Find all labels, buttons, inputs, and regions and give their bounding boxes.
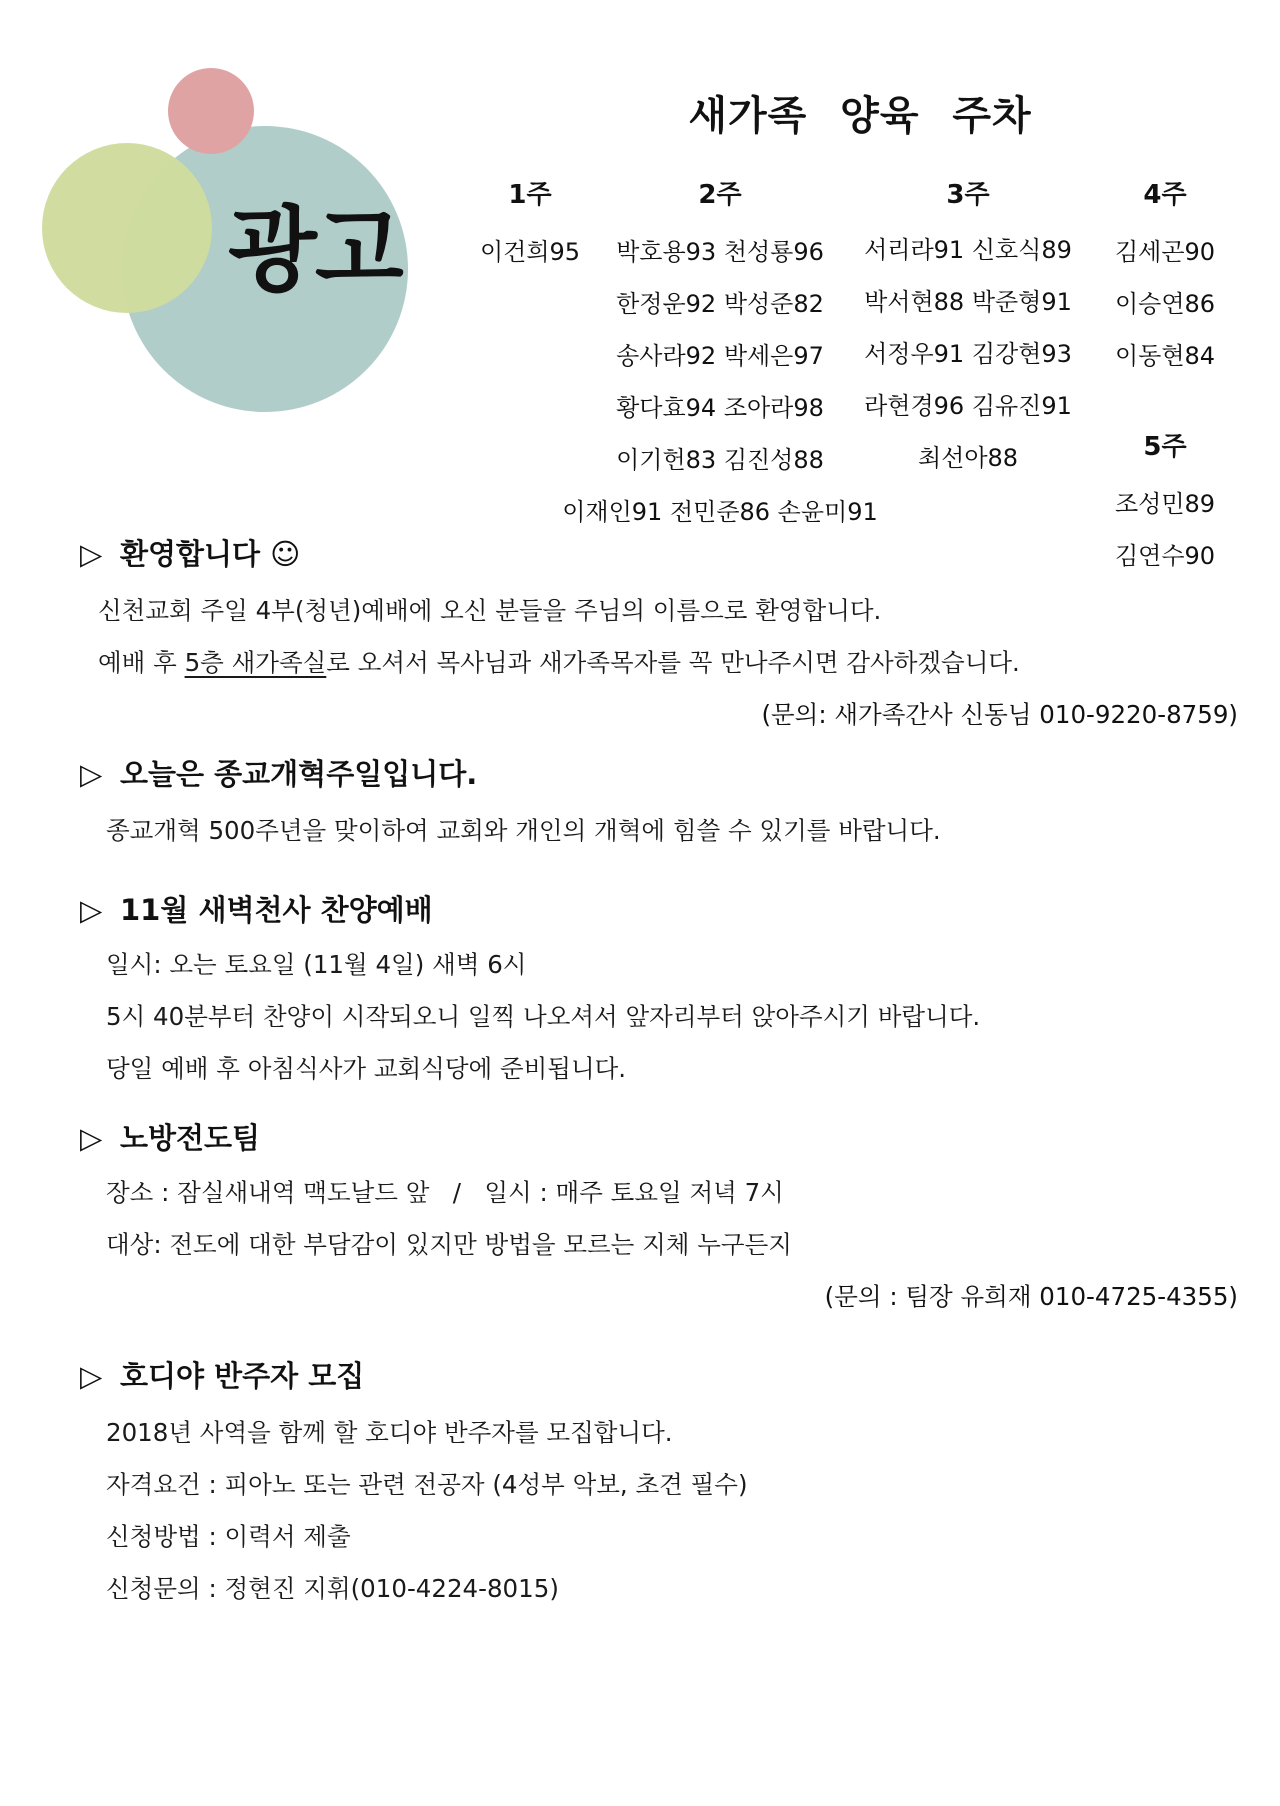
week-4-name: 이동현84: [1114, 342, 1216, 370]
welcome-contact: (문의: 새가족간사 신동님 010-9220-8759): [761, 700, 1238, 729]
triangle-marker-icon: ▷: [80, 1359, 103, 1393]
week-5-name: 김연수90: [1114, 542, 1216, 570]
week-2-row: 한정운92 박성준82: [616, 290, 824, 318]
logo-circle-green: [42, 143, 212, 313]
week-3-row: 최선아88: [917, 444, 1019, 472]
reformation-line-1: 종교개혁 500주년을 맞이하여 교회와 개인의 개혁에 힘쓸 수 있기를 바랍니다.: [106, 816, 941, 845]
week-4-name: 이승연86: [1114, 290, 1216, 318]
triangle-marker-icon: ▷: [80, 1121, 103, 1155]
week-3-row: 라현경96 김유진91: [864, 392, 1072, 420]
week-4-name: 김세곤90: [1114, 238, 1216, 266]
week-2-row: 송사라92 박세은97: [616, 342, 824, 370]
accompanist-line-2: 자격요건 : 피아노 또는 관련 전공자 (4성부 악보, 초견 필수): [106, 1470, 748, 1499]
accompanist-line-4: 신청문의 : 정현진 지휘(010-4224-8015): [106, 1574, 559, 1603]
week-4-header: 4주: [1143, 180, 1187, 210]
welcome-line-2: 예배 후 5층 새가족실로 오셔서 목사님과 새가족목자를 꼭 만나주시면 감사하겠습니다.: [98, 648, 1020, 677]
section-title: 11월 새벽천사 찬양예배: [120, 893, 433, 927]
section-title: 노방전도팀: [120, 1121, 261, 1155]
accompanist-line-1: 2018년 사역을 함께 할 호디야 반주자를 모집합니다.: [106, 1418, 673, 1447]
location-underline: 5층 새가족실: [184, 648, 327, 677]
section-reformation-heading: [80, 752, 477, 793]
section-street-heading: [80, 1116, 260, 1157]
triangle-marker-icon: ▷: [80, 757, 103, 791]
accompanist-line-3: 신청방법 : 이력서 제출: [106, 1522, 351, 1551]
week-3-row: 박서현88 박준형91: [864, 288, 1072, 316]
week-3-header: 3주: [946, 180, 990, 210]
week-1-header: 1주: [508, 180, 552, 210]
welcome-line-1: 신천교회 주일 4부(청년)예배에 오신 분들을 주님의 이름으로 환영합니다.: [98, 596, 882, 625]
week-5-name: 조성민89: [1114, 490, 1216, 518]
street-contact: (문의 : 팀장 유희재 010-4725-4355): [824, 1282, 1238, 1311]
week-2-row: 박호용93 천성룡96: [616, 238, 824, 266]
week-3-row: 서정우91 김강현93: [864, 340, 1072, 368]
week-2-row: 황다효94 조아라98: [616, 394, 824, 422]
dawn-line-3: 당일 예배 후 아침식사가 교회식당에 준비됩니다.: [106, 1054, 627, 1083]
dawn-line-2: 5시 40분부터 찬양이 시작되오니 일찍 나오셔서 앞자리부터 앉아주시기 바랍니다.: [106, 1002, 981, 1031]
street-line-1: 장소 : 잠실새내역 맥도날드 앞 / 일시 : 매주 토요일 저녁 7시: [106, 1178, 784, 1207]
week-2-row: 이기헌83 김진성88: [616, 446, 824, 474]
week-1-name: 이건희95: [479, 238, 581, 266]
section-welcome-heading: [80, 532, 300, 573]
page-title: 새가족 양육 주차: [688, 93, 1032, 139]
section-title: 환영합니다 ☺: [120, 537, 301, 571]
street-line-2: 대상: 전도에 대한 부담감이 있지만 방법을 모르는 지체 누구든지: [106, 1230, 792, 1259]
logo-circle-pink: [168, 68, 254, 154]
section-title: 호디야 반주자 모집: [120, 1359, 365, 1393]
logo-text: 광고: [228, 197, 402, 304]
week-5-header: 5주: [1143, 432, 1187, 462]
section-accompanist-heading: [80, 1354, 364, 1395]
triangle-marker-icon: ▷: [80, 893, 103, 927]
triangle-marker-icon: ▷: [80, 537, 103, 571]
week-3-row: 서리라91 신호식89: [864, 236, 1072, 264]
dawn-line-1: 일시: 오는 토요일 (11월 4일) 새벽 6시: [106, 950, 527, 979]
section-dawn-heading: [80, 888, 433, 929]
week-2-header: 2주: [698, 180, 742, 210]
section-title: 오늘은 종교개혁주일입니다.: [120, 757, 478, 791]
week-2-row: 이재인91 전민준86 손윤미91: [562, 498, 878, 526]
